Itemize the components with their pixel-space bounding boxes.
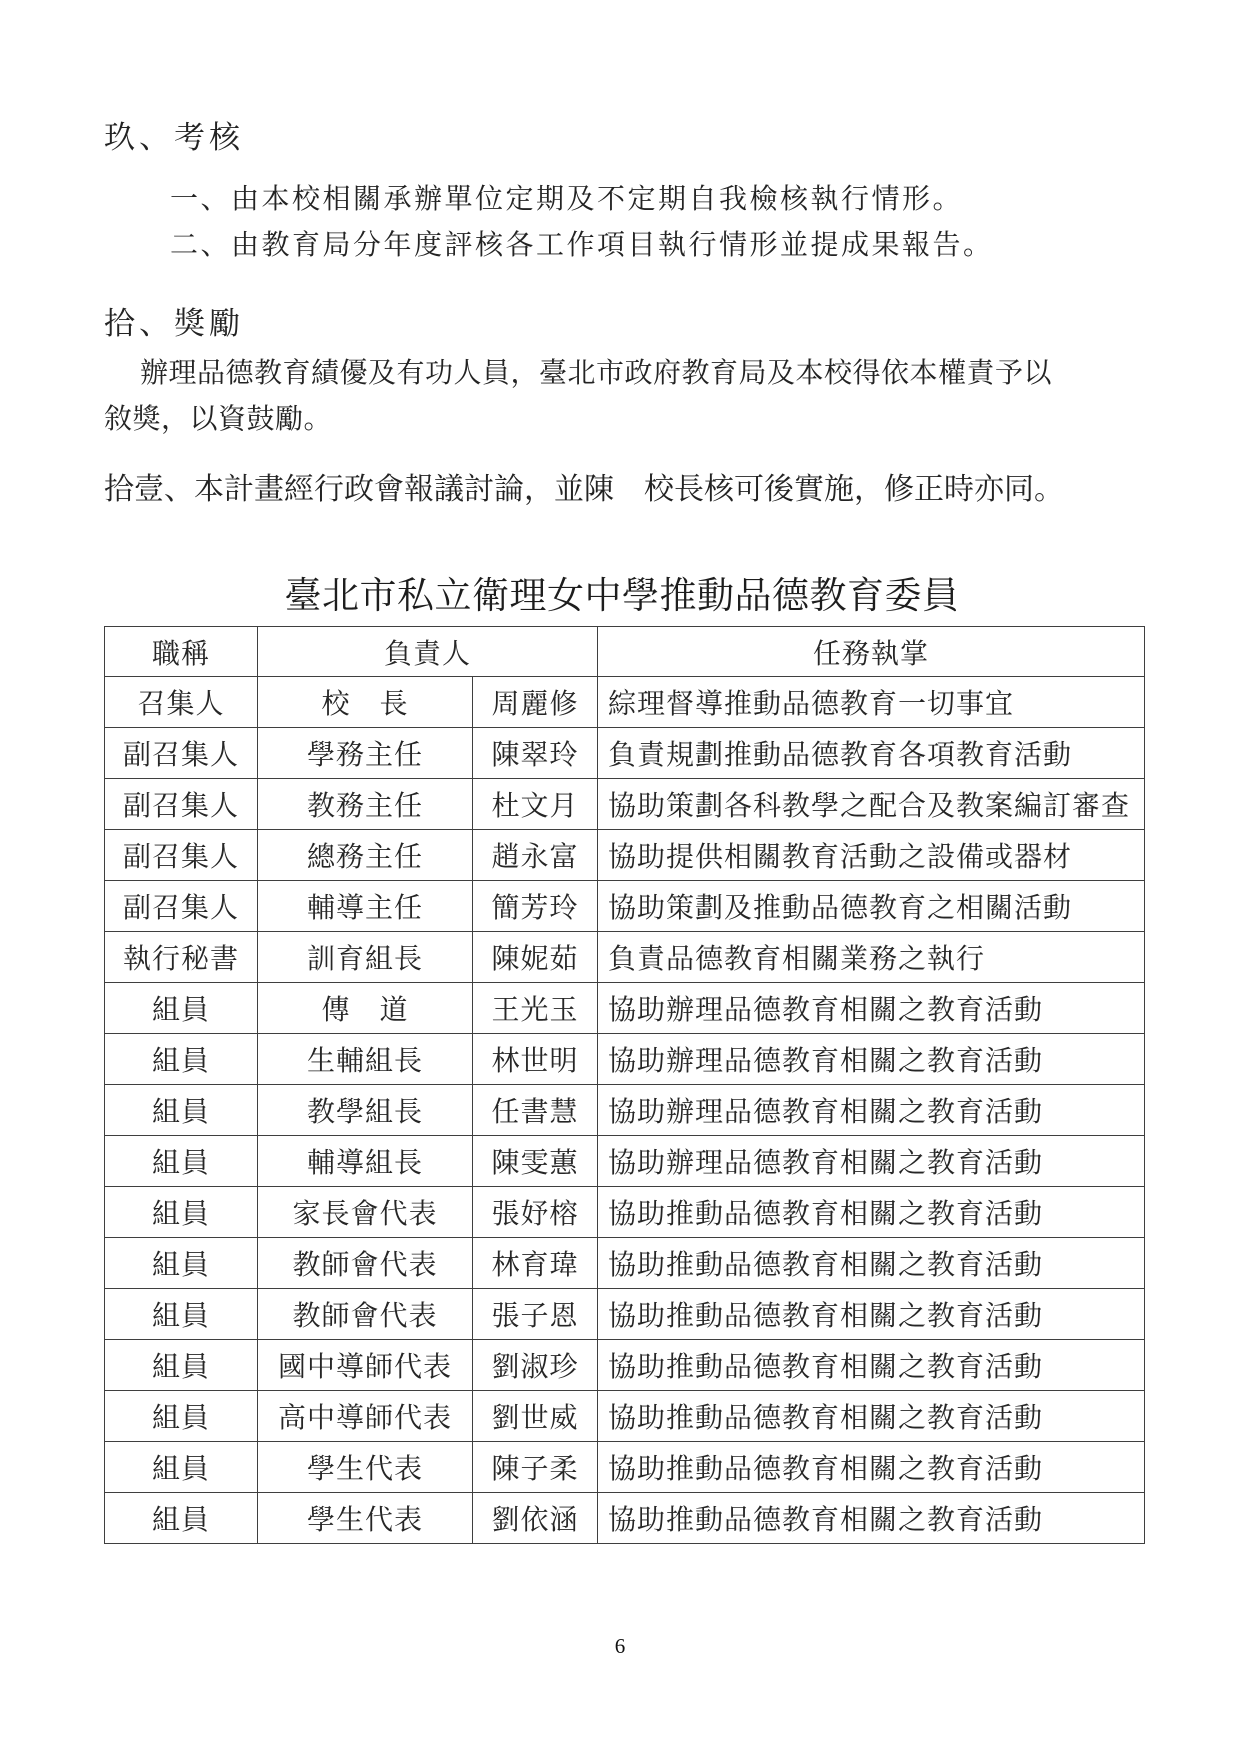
cell-role: 副召集人 [105, 779, 258, 830]
section-11-heading: 拾壹、本計畫經行政會報議討論，並陳 校長核可後實施，修正時亦同。 [104, 473, 1064, 506]
table-row [105, 830, 1145, 881]
cell-name: 陳雯蕙 [473, 1136, 598, 1187]
paragraph-line-1: 辦理品德教育績優及有功人員，臺北市政府教育局及本校得依本權責予以 [140, 357, 1053, 388]
cell-role: 組員 [105, 1340, 258, 1391]
table-row [105, 1340, 1145, 1391]
cell-position: 學生代表 [258, 1442, 473, 1493]
cell-position: 總務主任 [258, 830, 473, 881]
table-row [105, 728, 1145, 779]
cell-duty: 協助辦理品德教育相關之教育活動 [598, 1136, 1145, 1187]
page-number: 6 [614, 1634, 626, 1658]
cell-role: 組員 [105, 1085, 258, 1136]
table-row [105, 779, 1145, 830]
cell-duty: 協助推動品德教育相關之教育活動 [598, 1442, 1145, 1493]
cell-name: 杜文月 [473, 779, 598, 830]
paragraph-line-2: 敘獎，以資鼓勵。 [104, 403, 333, 434]
cell-name: 張妤榕 [473, 1187, 598, 1238]
cell-position: 輔導組長 [258, 1136, 473, 1187]
cell-position: 國中導師代表 [258, 1340, 473, 1391]
cell-duty: 協助辦理品德教育相關之教育活動 [598, 1085, 1145, 1136]
table-row [105, 881, 1145, 932]
cell-duty: 協助策劃各科教學之配合及教案編訂審查 [598, 779, 1145, 830]
table-row [105, 1034, 1145, 1085]
cell-role: 組員 [105, 1493, 258, 1544]
cell-name: 林育瑋 [473, 1238, 598, 1289]
committee-table-header [105, 627, 1145, 677]
table-row [105, 1391, 1145, 1442]
cell-duty: 協助辦理品德教育相關之教育活動 [598, 1034, 1145, 1085]
cell-position: 教師會代表 [258, 1289, 473, 1340]
cell-duty: 協助推動品德教育相關之教育活動 [598, 1340, 1145, 1391]
cell-position: 訓育組長 [258, 932, 473, 983]
cell-position: 教學組長 [258, 1085, 473, 1136]
cell-role: 召集人 [105, 677, 258, 728]
section-9-heading: 玖、考核 [104, 120, 244, 155]
section-9-items [170, 176, 1140, 268]
cell-position: 校 長 [258, 677, 473, 728]
cell-role: 組員 [105, 1442, 258, 1493]
cell-name: 任書慧 [473, 1085, 598, 1136]
cell-name: 簡芳玲 [473, 881, 598, 932]
cell-role: 組員 [105, 1238, 258, 1289]
cell-name: 周麗修 [473, 677, 598, 728]
table-row [105, 1289, 1145, 1340]
cell-position: 家長會代表 [258, 1187, 473, 1238]
cell-duty: 協助推動品德教育相關之教育活動 [598, 1289, 1145, 1340]
table-row [105, 1493, 1145, 1544]
header-duty: 任務執掌 [598, 627, 1145, 677]
cell-duty: 負責規劃推動品德教育各項教育活動 [598, 728, 1145, 779]
cell-position: 學生代表 [258, 1493, 473, 1544]
cell-name: 劉依涵 [473, 1493, 598, 1544]
cell-position: 教師會代表 [258, 1238, 473, 1289]
cell-position: 學務主任 [258, 728, 473, 779]
cell-role: 副召集人 [105, 830, 258, 881]
section-10-heading: 拾、獎勵 [104, 306, 244, 341]
table-row [105, 983, 1145, 1034]
cell-name: 張子恩 [473, 1289, 598, 1340]
cell-role: 組員 [105, 1136, 258, 1187]
table-row [105, 932, 1145, 983]
cell-duty: 協助辦理品德教育相關之教育活動 [598, 983, 1145, 1034]
header-role: 職稱 [105, 627, 258, 677]
cell-name: 林世明 [473, 1034, 598, 1085]
table-row [105, 677, 1145, 728]
cell-name: 王光玉 [473, 983, 598, 1034]
cell-role: 組員 [105, 1289, 258, 1340]
table-row [105, 1187, 1145, 1238]
cell-position: 高中導師代表 [258, 1391, 473, 1442]
cell-duty: 協助推動品德教育相關之教育活動 [598, 1391, 1145, 1442]
committee-table [104, 626, 1145, 1544]
cell-duty: 協助提供相關教育活動之設備或器材 [598, 830, 1145, 881]
table-row [105, 1442, 1145, 1493]
table-row [105, 1136, 1145, 1187]
cell-position: 教務主任 [258, 779, 473, 830]
cell-duty: 負責品德教育相關業務之執行 [598, 932, 1145, 983]
cell-name: 陳妮茹 [473, 932, 598, 983]
table-row [105, 1238, 1145, 1289]
cell-role: 組員 [105, 1391, 258, 1442]
header-owner: 負責人 [258, 627, 598, 677]
section-9-item-1: 一、由本校相關承辦單位定期及不定期自我檢核執行情形。 [170, 183, 964, 214]
cell-name: 陳翠玲 [473, 728, 598, 779]
table-row [105, 1085, 1145, 1136]
cell-duty: 協助策劃及推動品德教育之相關活動 [598, 881, 1145, 932]
cell-position: 傳 道 [258, 983, 473, 1034]
section-9-item-2: 二、由教育局分年度評核各工作項目執行情形並提成果報告。 [170, 229, 994, 260]
cell-name: 陳子柔 [473, 1442, 598, 1493]
header-row [105, 627, 1145, 677]
cell-name: 劉世威 [473, 1391, 598, 1442]
cell-duty: 協助推動品德教育相關之教育活動 [598, 1187, 1145, 1238]
cell-role: 組員 [105, 983, 258, 1034]
cell-role: 組員 [105, 1187, 258, 1238]
cell-position: 生輔組長 [258, 1034, 473, 1085]
cell-duty: 協助推動品德教育相關之教育活動 [598, 1493, 1145, 1544]
committee-table-body [105, 677, 1145, 1544]
cell-name: 趙永富 [473, 830, 598, 881]
cell-duty: 綜理督導推動品德教育一切事宜 [598, 677, 1145, 728]
cell-role: 副召集人 [105, 881, 258, 932]
cell-name: 劉淑珍 [473, 1340, 598, 1391]
cell-role: 副召集人 [105, 728, 258, 779]
cell-role: 執行秘書 [105, 932, 258, 983]
cell-role: 組員 [105, 1034, 258, 1085]
cell-position: 輔導主任 [258, 881, 473, 932]
committee-table-title: 臺北市私立衛理女中學推動品德教育委員 [284, 575, 960, 616]
cell-duty: 協助推動品德教育相關之教育活動 [598, 1238, 1145, 1289]
section-10-paragraph [104, 350, 1140, 442]
